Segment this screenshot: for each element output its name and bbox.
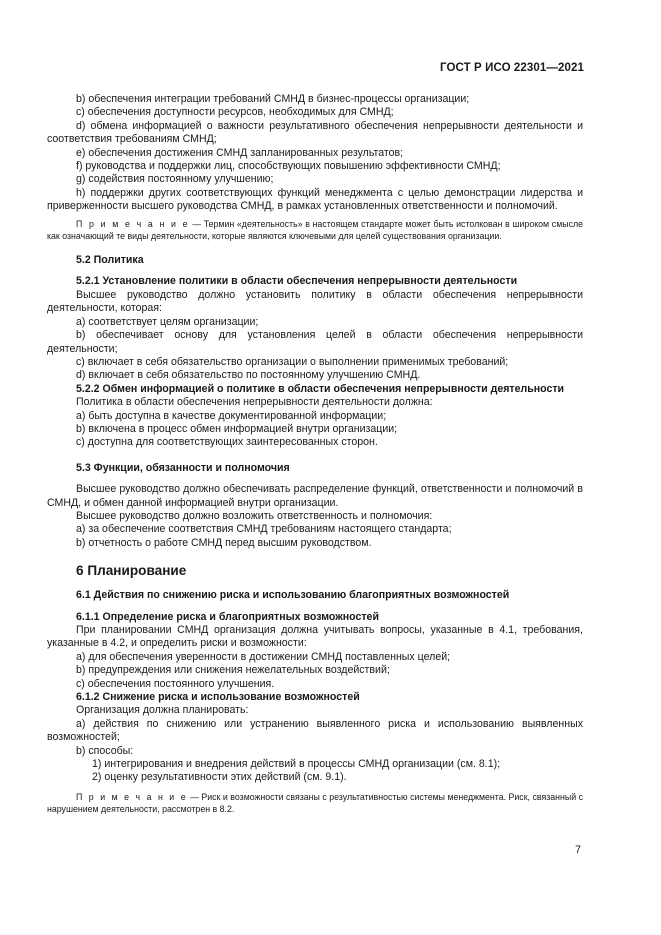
section-5-3-title: 5.3 Функции, обязанности и полномочия [76, 461, 290, 474]
list-item: b) предупреждения или снижения нежелательных воздействий; [76, 664, 390, 677]
section-6-1-2-title: 6.1.2 Снижение риска и использование возможностей [76, 691, 360, 704]
paragraph: Организация должна планировать: [76, 704, 249, 717]
note-2 [47, 791, 583, 815]
list-item: b) включена в процесс обмен информацией внутри организации; [76, 422, 398, 435]
list-item: h) поддержки других соответствующих функций менеджмента с целью демонстрации лидерства и приверженности высшего руководства СМНД, в рамках установленных ответственности и полномочий. [47, 186, 583, 213]
list-item: c) обеспечения доступности ресурсов, необходимых для СМНД; [76, 106, 394, 119]
section-5-2-1-title: 5.2.1 Установление политики в области обеспечения непрерывности деятельности [76, 275, 518, 288]
note-label: П р и м е ч а н и е [76, 791, 188, 802]
list-item: d) включает в себя обязательство по постоянному улучшению СМНД. [76, 369, 421, 382]
note-text: — Термин «деятельность» в настоящем стандарте может быть истолкован в широком смысле как означающий те виды деятельности, которые являются ключевыми для целей существования организации. [47, 218, 583, 241]
section-5-2-2-title: 5.2.2 Обмен информацией о политике в области обеспечения непрерывности деятельности [76, 382, 565, 395]
section-6-1-title: 6.1 Действия по снижению риска и использованию благоприятных возможностей [76, 589, 510, 602]
list-item: b) отчетность о работе СМНД перед высшим руководством. [76, 536, 372, 549]
page-content [47, 93, 583, 815]
section-6-title: 6 Планирование [76, 563, 187, 579]
list-item: c) обеспечения постоянного улучшения. [76, 677, 275, 690]
list-item: c) включает в себя обязательство организации о выполнении применимых требований; [76, 355, 509, 368]
list-item: g) содействия постоянному улучшению; [76, 173, 274, 186]
paragraph: Высшее руководство должно обеспечивать распределение функций, ответственности и полномочий в СМНД, и обмен данной информацией внутри организации. [47, 483, 583, 509]
list-item: a) быть доступна в качестве документированной информации; [76, 409, 387, 422]
list-item: c) доступна для соответствующих заинтересованных сторон. [76, 436, 378, 449]
list-item: a) за обеспечение соответствия СМНД требованиям настоящего стандарта; [76, 523, 452, 536]
note-text: — Риск и возможности связаны с результативностью системы менеджмента. Риск, связанный с нарушением деятельности, рассмотрен в 8.2. [47, 791, 583, 815]
list-item: a) для обеспечения уверенности в достижении СМНД поставленных целей; [76, 650, 451, 663]
section-5-2-title: 5.2 Политика [76, 254, 144, 267]
paragraph: Высшее руководство должно возложить ответственность и полномочия: [76, 509, 433, 522]
list-item: d) обмена информацией о важности результативного обеспечения непрерывности деятельности и соответствия требованиям СМНД; [47, 119, 583, 146]
sub-list-item: 2) оценку результативности этих действий (см. 9.1). [92, 771, 347, 784]
paragraph: Высшее руководство должно установить политику в области обеспечения непрерывности деятельности, которая: [47, 288, 583, 315]
paragraph: Политика в области обеспечения непрерывности деятельности должна: [76, 396, 433, 409]
page-number: 7 [575, 844, 581, 856]
note-1 [47, 218, 583, 242]
list-item: a) соответствует целям организации; [76, 315, 259, 328]
list-item: a) действия по снижению или устранению выявленного риска и использованию выявленных возможностей; [47, 717, 583, 744]
list-item: b) обеспечения интеграции требований СМНД в бизнес-процессы организации; [76, 93, 470, 105]
list-item: b) способы: [76, 744, 134, 757]
list-item: b) обеспечивает основу для установления целей в области обеспечения непрерывности деятельности; [47, 329, 583, 355]
note-label: П р и м е ч а н и е [76, 218, 190, 229]
list-item: e) обеспечения достижения СМНД запланированных результатов; [76, 146, 404, 159]
sub-list-item: 1) интегрирования и внедрения действий в процессы СМНД организации (см. 8.1); [92, 758, 501, 771]
list-item: f) руководства и поддержки лиц, способствующих повышению эффективности СМНД; [76, 160, 501, 173]
section-6-1-1-title: 6.1.1 Определение риска и благоприятных возможностей [76, 610, 379, 623]
paragraph: При планировании СМНД организация должна учитывать вопросы, указанные в 4.1, требования, указанные в 4.2, и определить риски и возможности: [47, 624, 583, 650]
standard-header: ГОСТ Р ИСО 22301—2021 [439, 62, 584, 74]
